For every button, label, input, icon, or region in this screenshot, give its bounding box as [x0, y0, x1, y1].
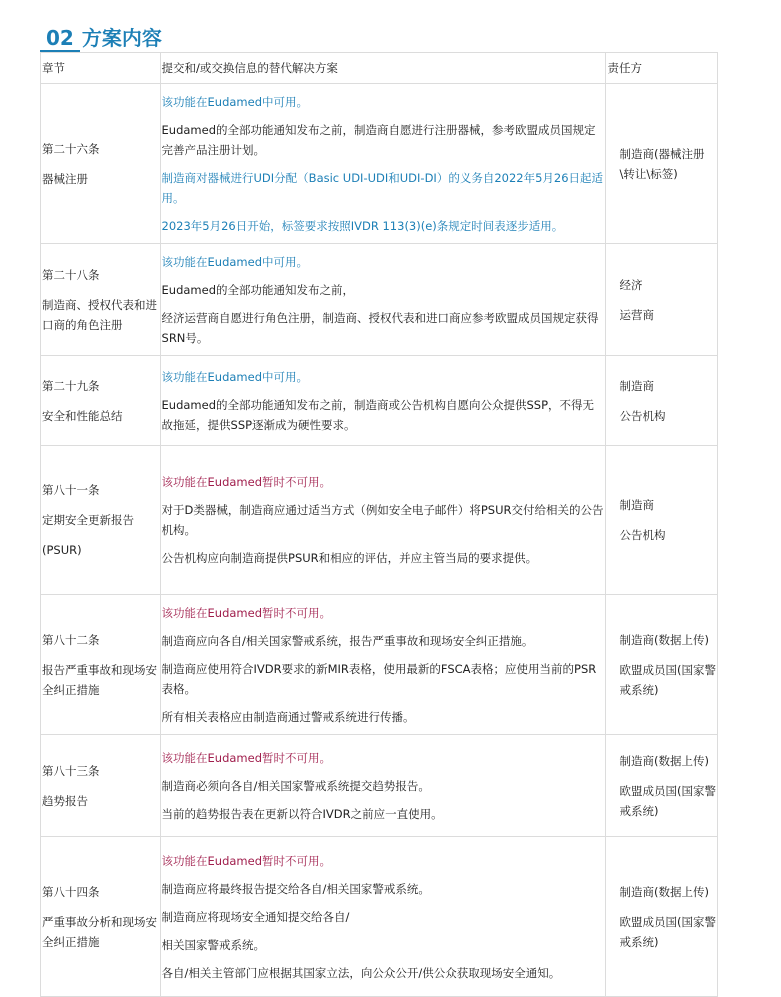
- solution-paragraph: 相关国家警戒系统。: [161, 937, 266, 952]
- responsible-line: 运营商: [619, 307, 654, 322]
- section-number: 02: [40, 26, 80, 52]
- chapter-line: 安全和性能总结: [42, 408, 123, 423]
- solution-cell: [160, 735, 606, 837]
- solution-cell: [160, 244, 606, 356]
- chapter-cell: [41, 837, 161, 997]
- solution-paragraph: 该功能在Eudamed中可用。: [161, 94, 308, 109]
- solution-paragraph: 当前的趋势报告表在更新以符合IVDR之前应一直使用。: [161, 806, 443, 821]
- chapter-line: (PSUR): [42, 543, 82, 557]
- solution-paragraph: 制造商应向各自/相关国家警戒系统，报告严重事故和现场安全纠正措施。: [161, 633, 534, 648]
- table-row: [41, 595, 718, 735]
- table-row: [41, 244, 718, 356]
- responsible-line: 制造商(数据上传): [619, 884, 709, 899]
- header-solution: 提交和/或交换信息的替代解决方案: [160, 53, 606, 84]
- solution-paragraph: 2023年5月26日开始，标签要求按照IVDR 113(3)(e)条规定时间表逐步适用。: [161, 218, 564, 233]
- table-row: [41, 446, 718, 595]
- solution-cell: [160, 84, 606, 244]
- chapter-line: 定期安全更新报告: [42, 513, 134, 527]
- chapter-line: 第八十一条: [42, 483, 100, 497]
- solution-paragraph: 各自/相关主管部门应根据其国家立法，向公众公开/供公众获取现场安全通知。: [161, 965, 561, 980]
- responsible-line: 制造商: [619, 498, 654, 512]
- chapter-line: 第八十二条: [42, 632, 100, 647]
- solution-paragraph: 公告机构应向制造商提供PSUR和相应的评估，并应主管当局的要求提供。: [161, 551, 538, 565]
- solutions-table: [40, 52, 718, 997]
- chapter-cell: [41, 595, 161, 735]
- section-title: [40, 22, 162, 52]
- responsible-cell: [606, 735, 718, 837]
- chapter-cell: [41, 84, 161, 244]
- chapter-line: 第八十三条: [42, 763, 100, 778]
- solution-cell: [160, 595, 606, 735]
- responsible-line: 制造商(器械注册\转让\标签): [619, 146, 705, 181]
- solution-paragraph: 所有相关表格应由制造商通过警戒系统进行传播。: [161, 709, 415, 724]
- chapter-cell: [41, 735, 161, 837]
- solution-paragraph: 制造商必须向各自/相关国家警戒系统提交趋势报告。: [161, 778, 430, 793]
- solution-paragraph: 制造商对器械进行UDI分配（Basic UDI-UDI和UDI-DI）的义务自2022年5月26日起适用。: [161, 170, 604, 205]
- solution-paragraph: Eudamed的全部功能通知发布之前，: [161, 282, 354, 297]
- solution-paragraph: 该功能在Eudamed暂时不可用。: [161, 605, 331, 620]
- responsible-line: 欧盟成员国(国家警戒系统): [619, 662, 716, 697]
- chapter-line: 严重事故分析和现场安全纠正措施: [42, 914, 157, 949]
- responsible-line: 欧盟成员国(国家警戒系统): [619, 783, 716, 818]
- header-responsible: 责任方: [606, 53, 718, 84]
- solution-paragraph: 制造商应使用符合IVDR要求的新MIR表格，使用最新的FSCA表格；应使用当前的PSR表格。: [161, 661, 597, 696]
- responsible-cell: [606, 84, 718, 244]
- responsible-line: 欧盟成员国(国家警戒系统): [619, 914, 716, 949]
- chapter-line: 第二十八条: [42, 267, 100, 282]
- chapter-line: 第二十六条: [42, 141, 100, 156]
- solution-cell: [160, 446, 606, 595]
- chapter-line: 制造商、授权代表和进口商的角色注册: [42, 297, 157, 332]
- solution-paragraph: 该功能在Eudamed暂时不可用。: [161, 853, 331, 868]
- chapter-cell: [41, 356, 161, 446]
- solution-paragraph: 该功能在Eudamed暂时不可用。: [161, 475, 331, 489]
- solution-paragraph: 该功能在Eudamed暂时不可用。: [161, 750, 331, 765]
- solution-paragraph: 该功能在Eudamed中可用。: [161, 254, 308, 269]
- solution-paragraph: 经济运营商自愿进行角色注册，制造商、授权代表和进口商应参考欧盟成员国规定获得SRN号。: [161, 310, 599, 345]
- chapter-line: 报告严重事故和现场安全纠正措施: [42, 662, 157, 697]
- chapter-cell: [41, 244, 161, 356]
- header-chapter: 章节: [41, 53, 161, 84]
- section-title-text: 方案内容: [81, 26, 162, 50]
- table-header-row: [41, 53, 718, 84]
- table-row: [41, 84, 718, 244]
- solution-paragraph: 制造商应将现场安全通知提交给各自/: [161, 909, 350, 924]
- solution-paragraph: 对于D类器械，制造商应通过适当方式（例如安全电子邮件）将PSUR交付给相关的公告机构。: [161, 503, 604, 537]
- solution-paragraph: 该功能在Eudamed中可用。: [161, 369, 308, 384]
- responsible-line: 公告机构: [619, 528, 666, 542]
- solution-cell: [160, 356, 606, 446]
- chapter-line: 第八十四条: [42, 884, 100, 899]
- chapter-line: 趋势报告: [42, 793, 88, 808]
- table-row: [41, 735, 718, 837]
- responsible-cell: [606, 446, 718, 595]
- solution-paragraph: Eudamed的全部功能通知发布之前，制造商或公告机构自愿向公众提供SSP，不得无故拖延，提供SSP逐渐成为硬性要求。: [161, 397, 595, 432]
- responsible-line: 公告机构: [619, 408, 666, 423]
- solution-paragraph: 制造商应将最终报告提交给各自/相关国家警戒系统。: [161, 881, 430, 896]
- responsible-cell: [606, 595, 718, 735]
- responsible-cell: [606, 837, 718, 997]
- chapter-cell: [41, 446, 161, 595]
- table-row: [41, 356, 718, 446]
- table-row: [41, 837, 718, 997]
- solution-paragraph: Eudamed的全部功能通知发布之前，制造商自愿进行注册器械，参考欧盟成员国规定完善产品注册计划。: [161, 122, 596, 157]
- responsible-line: 经济: [619, 277, 643, 292]
- chapter-line: 器械注册: [42, 171, 88, 186]
- solution-cell: [160, 837, 606, 997]
- responsible-line: 制造商: [619, 378, 654, 393]
- responsible-line: 制造商(数据上传): [619, 632, 709, 647]
- chapter-line: 第二十九条: [42, 378, 100, 393]
- responsible-cell: [606, 244, 718, 356]
- responsible-line: 制造商(数据上传): [619, 753, 709, 768]
- responsible-cell: [606, 356, 718, 446]
